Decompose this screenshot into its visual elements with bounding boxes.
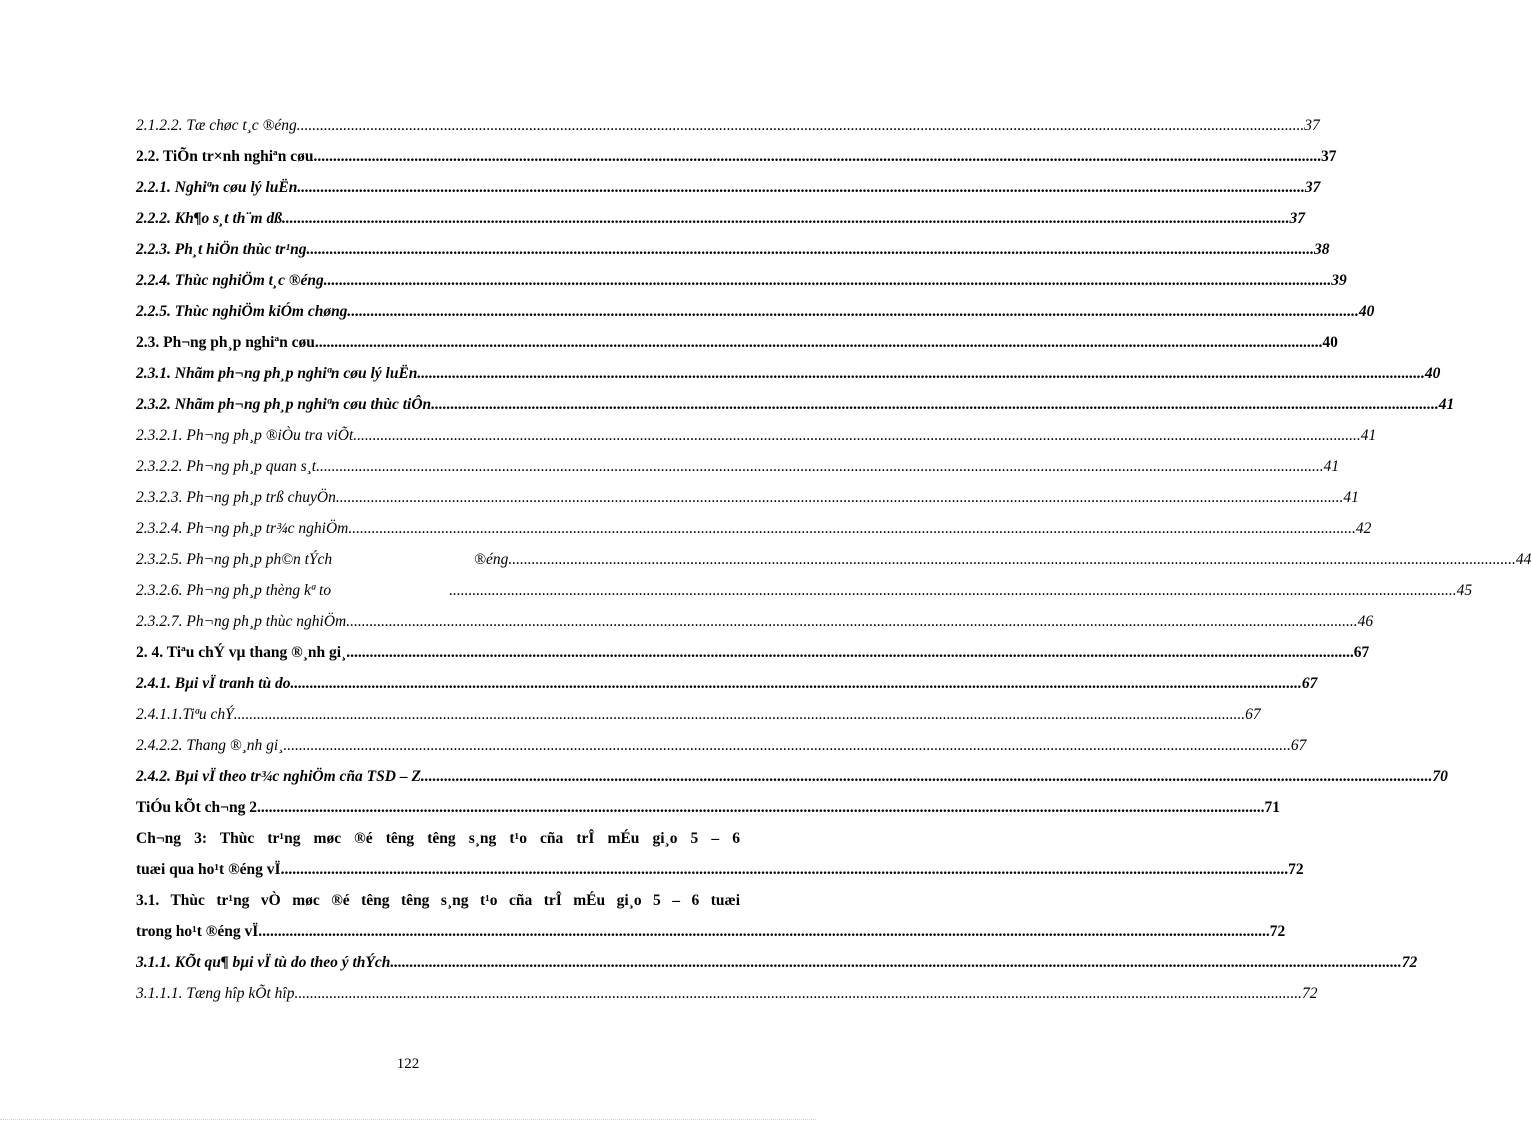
toc-entry-title: 2.2.2. Kh¶o s¸t th¨m dß — [136, 210, 282, 227]
toc-entry-title: 2.4.2. Bµi vÏ theo tr¾c nghiÖm cña TSD – Z. — [136, 768, 425, 785]
toc-entry-title: 3.1.1. KÕt qu¶ bµi vÏ tù do theo ý thÝch. — [136, 954, 395, 971]
toc-leader-dots: .................................................................................................................................................................................................................................................................... — [323, 272, 1332, 289]
toc-entry — [136, 916, 1286, 947]
toc-entry — [136, 203, 1305, 234]
toc-entry-extra: ®éng — [474, 551, 509, 568]
toc-entry-title: 2.3.2.1. Ph¬ng ph¸p ®iÒu tra viÕt — [136, 427, 354, 444]
toc-entry-first-line — [136, 823, 740, 854]
toc-entry-title: TiÓu kÕt ch¬ng 2 — [136, 799, 257, 816]
toc-entry — [136, 482, 1359, 513]
toc-entry — [136, 234, 1330, 265]
toc-entry — [136, 389, 1455, 420]
toc-entry — [136, 792, 1280, 823]
toc-leader-dots: .................................................................................................................................................................................................................................................................... — [313, 148, 1321, 165]
toc-entry-page: 67 — [1290, 737, 1307, 754]
toc-leader-dots: .................................................................................................................................................................................................................................................................... — [424, 768, 1433, 785]
toc-entry-page: 72 — [1288, 861, 1304, 878]
toc-entry-page: 41 — [1438, 396, 1455, 413]
toc-leader-dots: .................................................................................................................................................................................................................................................................... — [348, 520, 1356, 537]
toc-entry — [136, 296, 1375, 327]
toc-entry-page: 71 — [1264, 799, 1280, 816]
toc-entry-page: 40 — [1424, 365, 1441, 382]
toc-entry-page: 44 — [1515, 551, 1531, 568]
toc-leader-dots: .................................................................................................................................................................................................................................................................... — [316, 458, 1324, 475]
toc-entry-page: 67 — [1301, 675, 1318, 692]
toc-entry — [136, 637, 1370, 668]
page-number: 122 — [396, 1056, 420, 1072]
toc-leader-dots: .................................................................................................................................................................................................................................................................... — [417, 365, 1425, 382]
toc-leader-dots: .................................................................................................................................................................................................................................................................... — [283, 737, 1291, 754]
toc-entry-page: 40 — [1358, 303, 1375, 320]
toc-entry-page: 37 — [1289, 210, 1305, 227]
toc-leader-dots: .................................................................................................................................................................................................................................................................... — [353, 427, 1361, 444]
toc-entry-title: 2.2.3. Ph¸t hiÖn thùc tr¹ng — [136, 241, 307, 258]
toc-entry-title: 2.3.2.5. Ph¬ng ph¸p ph©n tÝch — [136, 551, 333, 568]
toc-leader-dots: .................................................................................................................................................................................................................................................................... — [394, 954, 1402, 971]
toc-entry-title: 2.4.1. Bµi vÏ tranh tù do. — [136, 675, 295, 692]
toc-entry — [136, 761, 1448, 792]
toc-entry-title: 2.3.2.7. Ph¬ng ph¸p thùc nghiÖm. — [136, 613, 351, 630]
toc-entry-page: 37 — [1320, 148, 1337, 165]
toc-entry — [136, 265, 1347, 296]
toc-entry-title: 2.1.2.2. Tæ chøc t¸c ®éng — [136, 117, 297, 134]
toc-entry-page: 45 — [1456, 582, 1473, 599]
toc-leader-dots: .................................................................................................................................................................................................................................................................... — [296, 117, 1305, 134]
toc-leader-dots: .................................................................................................................................................................................................................................................................... — [280, 861, 1289, 878]
toc-entry-page: 72 — [1401, 954, 1418, 971]
toc-entry — [136, 947, 1418, 978]
toc-entry — [136, 358, 1441, 389]
toc-entry-title: 2.4.1.1.Tiªu chÝ. — [136, 706, 238, 723]
toc-entry — [136, 854, 1304, 885]
toc-entry — [136, 544, 1531, 575]
toc-entry-page: 37 — [1304, 117, 1320, 134]
toc-entry — [136, 668, 1318, 699]
table-of-contents — [136, 110, 1531, 1009]
toc-entry-title: 2.2.4. Thùc nghiÖm t¸c ®éng — [136, 272, 324, 289]
toc-entry-title: 2.3.2. Nhãm ph¬ng ph¸p nghiªn cøu thùc tiÔn — [136, 396, 432, 413]
toc-entry — [136, 730, 1307, 761]
toc-entry-title: Ch¬ng 3: Thùc tr¹ng møc ®é têng têng s¸ng t¹o cña trÎ mÉu gi¸o 5 – 6 — [136, 830, 740, 847]
toc-entry — [136, 575, 1473, 606]
toc-entry-title: 2.3.2.3. Ph¬ng ph¸p trß chuyÖn — [136, 489, 336, 506]
toc-entry — [136, 513, 1372, 544]
toc-entry-page: 42 — [1355, 520, 1372, 537]
toc-leader-dots: .................................................................................................................................................................................................................................................................... — [346, 644, 1354, 661]
toc-entry-page: 67 — [1353, 644, 1370, 661]
toc-entry-title: 2.3.2.2. Ph¬ng ph¸p quan s¸t — [136, 458, 317, 475]
toc-entry-page: 72 — [1301, 985, 1318, 1002]
toc-entry-title: 2.2.1. Nghiªn cøu lý luËn — [136, 179, 298, 196]
toc-entry — [136, 420, 1377, 451]
toc-entry-page: 37 — [1304, 179, 1321, 196]
toc-entry-page: 67 — [1245, 706, 1261, 723]
toc-leader-dots: .................................................................................................................................................................................................................................................................... — [508, 551, 1516, 568]
toc-entry-title: tuæi qua ho¹t ®éng vÏ — [136, 861, 281, 878]
page-bottom-border — [0, 1119, 816, 1120]
toc-leader-dots: .................................................................................................................................................................................................................................................................... — [256, 799, 1265, 816]
toc-entry — [136, 327, 1338, 358]
toc-entry-page: 41 — [1360, 427, 1377, 444]
toc-entry — [136, 451, 1340, 482]
toc-entry-page: 40 — [1322, 334, 1338, 351]
toc-leader-dots: .................................................................................................................................................................................................................................................................... — [281, 210, 1290, 227]
toc-entry-title: 2.3.2.4. Ph¬ng ph¸p tr¾c nghiÖm — [136, 520, 349, 537]
toc-entry-title: 2.2. TiÕn tr×nh nghiªn cøu — [136, 148, 314, 165]
toc-entry-title: 3.1.1.1. Tæng hîp kÕt hîp — [136, 985, 295, 1002]
toc-entry-page: 70 — [1432, 768, 1448, 785]
toc-entry-page: 41 — [1343, 489, 1359, 506]
toc-leader-dots: .................................................................................................................................................................................................................................................................... — [351, 303, 1359, 320]
toc-leader-dots: .................................................................................................................................................................................................................................................................... — [449, 582, 1457, 599]
toc-leader-dots: .................................................................................................................................................................................................................................................................... — [262, 923, 1270, 940]
toc-leader-dots: .................................................................................................................................................................................................................................................................... — [294, 675, 1302, 692]
toc-entry — [136, 110, 1320, 141]
toc-entry-title: 2.3. Ph¬ng ph¸p nghiªn cøu — [136, 334, 315, 351]
toc-entry-title: 3.1. Thùc tr¹ng vÒ møc ®é têng têng s¸ng t¹o cña trÎ mÉu gi¸o 5 – 6 tuæi — [136, 892, 740, 909]
toc-entry-page: 72 — [1269, 923, 1286, 940]
toc-entry — [136, 699, 1261, 730]
toc-entry-page: 39 — [1331, 272, 1347, 289]
toc-entry-page: 38 — [1313, 241, 1330, 258]
toc-leader-dots: .................................................................................................................................................................................................................................................................... — [297, 179, 1305, 196]
toc-entry-title: 2. 4. Tiªu chÝ vµ thang ®¸nh gi¸ — [136, 644, 347, 661]
toc-leader-dots: .................................................................................................................................................................................................................................................................... — [314, 334, 1323, 351]
toc-entry — [136, 141, 1337, 172]
toc-leader-dots: .................................................................................................................................................................................................................................................................... — [237, 706, 1246, 723]
toc-entry — [136, 606, 1374, 637]
toc-entry-title: trong ho¹t ®éng vÏ. — [136, 923, 263, 940]
toc-entry-page: 41 — [1323, 458, 1340, 475]
toc-entry-title: 2.4.2.2. Thang ®¸nh gi¸ — [136, 737, 284, 754]
toc-leader-dots: .................................................................................................................................................................................................................................................................... — [335, 489, 1344, 506]
toc-entry-first-line — [136, 885, 740, 916]
toc-leader-dots: .................................................................................................................................................................................................................................................................... — [294, 985, 1302, 1002]
toc-entry-page: 46 — [1357, 613, 1374, 630]
toc-leader-dots: .................................................................................................................................................................................................................................................................... — [306, 241, 1314, 258]
toc-entry-title: 2.3.2.6. Ph¬ng ph¸p thèng kª to — [136, 582, 332, 599]
toc-entry-title: 2.2.5. Thùc nghiÖm kiÓm chøng. — [136, 303, 352, 320]
toc-entry — [136, 978, 1318, 1009]
toc-entry — [136, 172, 1321, 203]
toc-leader-dots: .................................................................................................................................................................................................................................................................... — [350, 613, 1358, 630]
toc-leader-dots: .................................................................................................................................................................................................................................................................... — [431, 396, 1439, 413]
toc-entry-title: 2.3.1. Nhãm ph¬ng ph¸p nghiªn cøu lý luËn — [136, 365, 418, 382]
